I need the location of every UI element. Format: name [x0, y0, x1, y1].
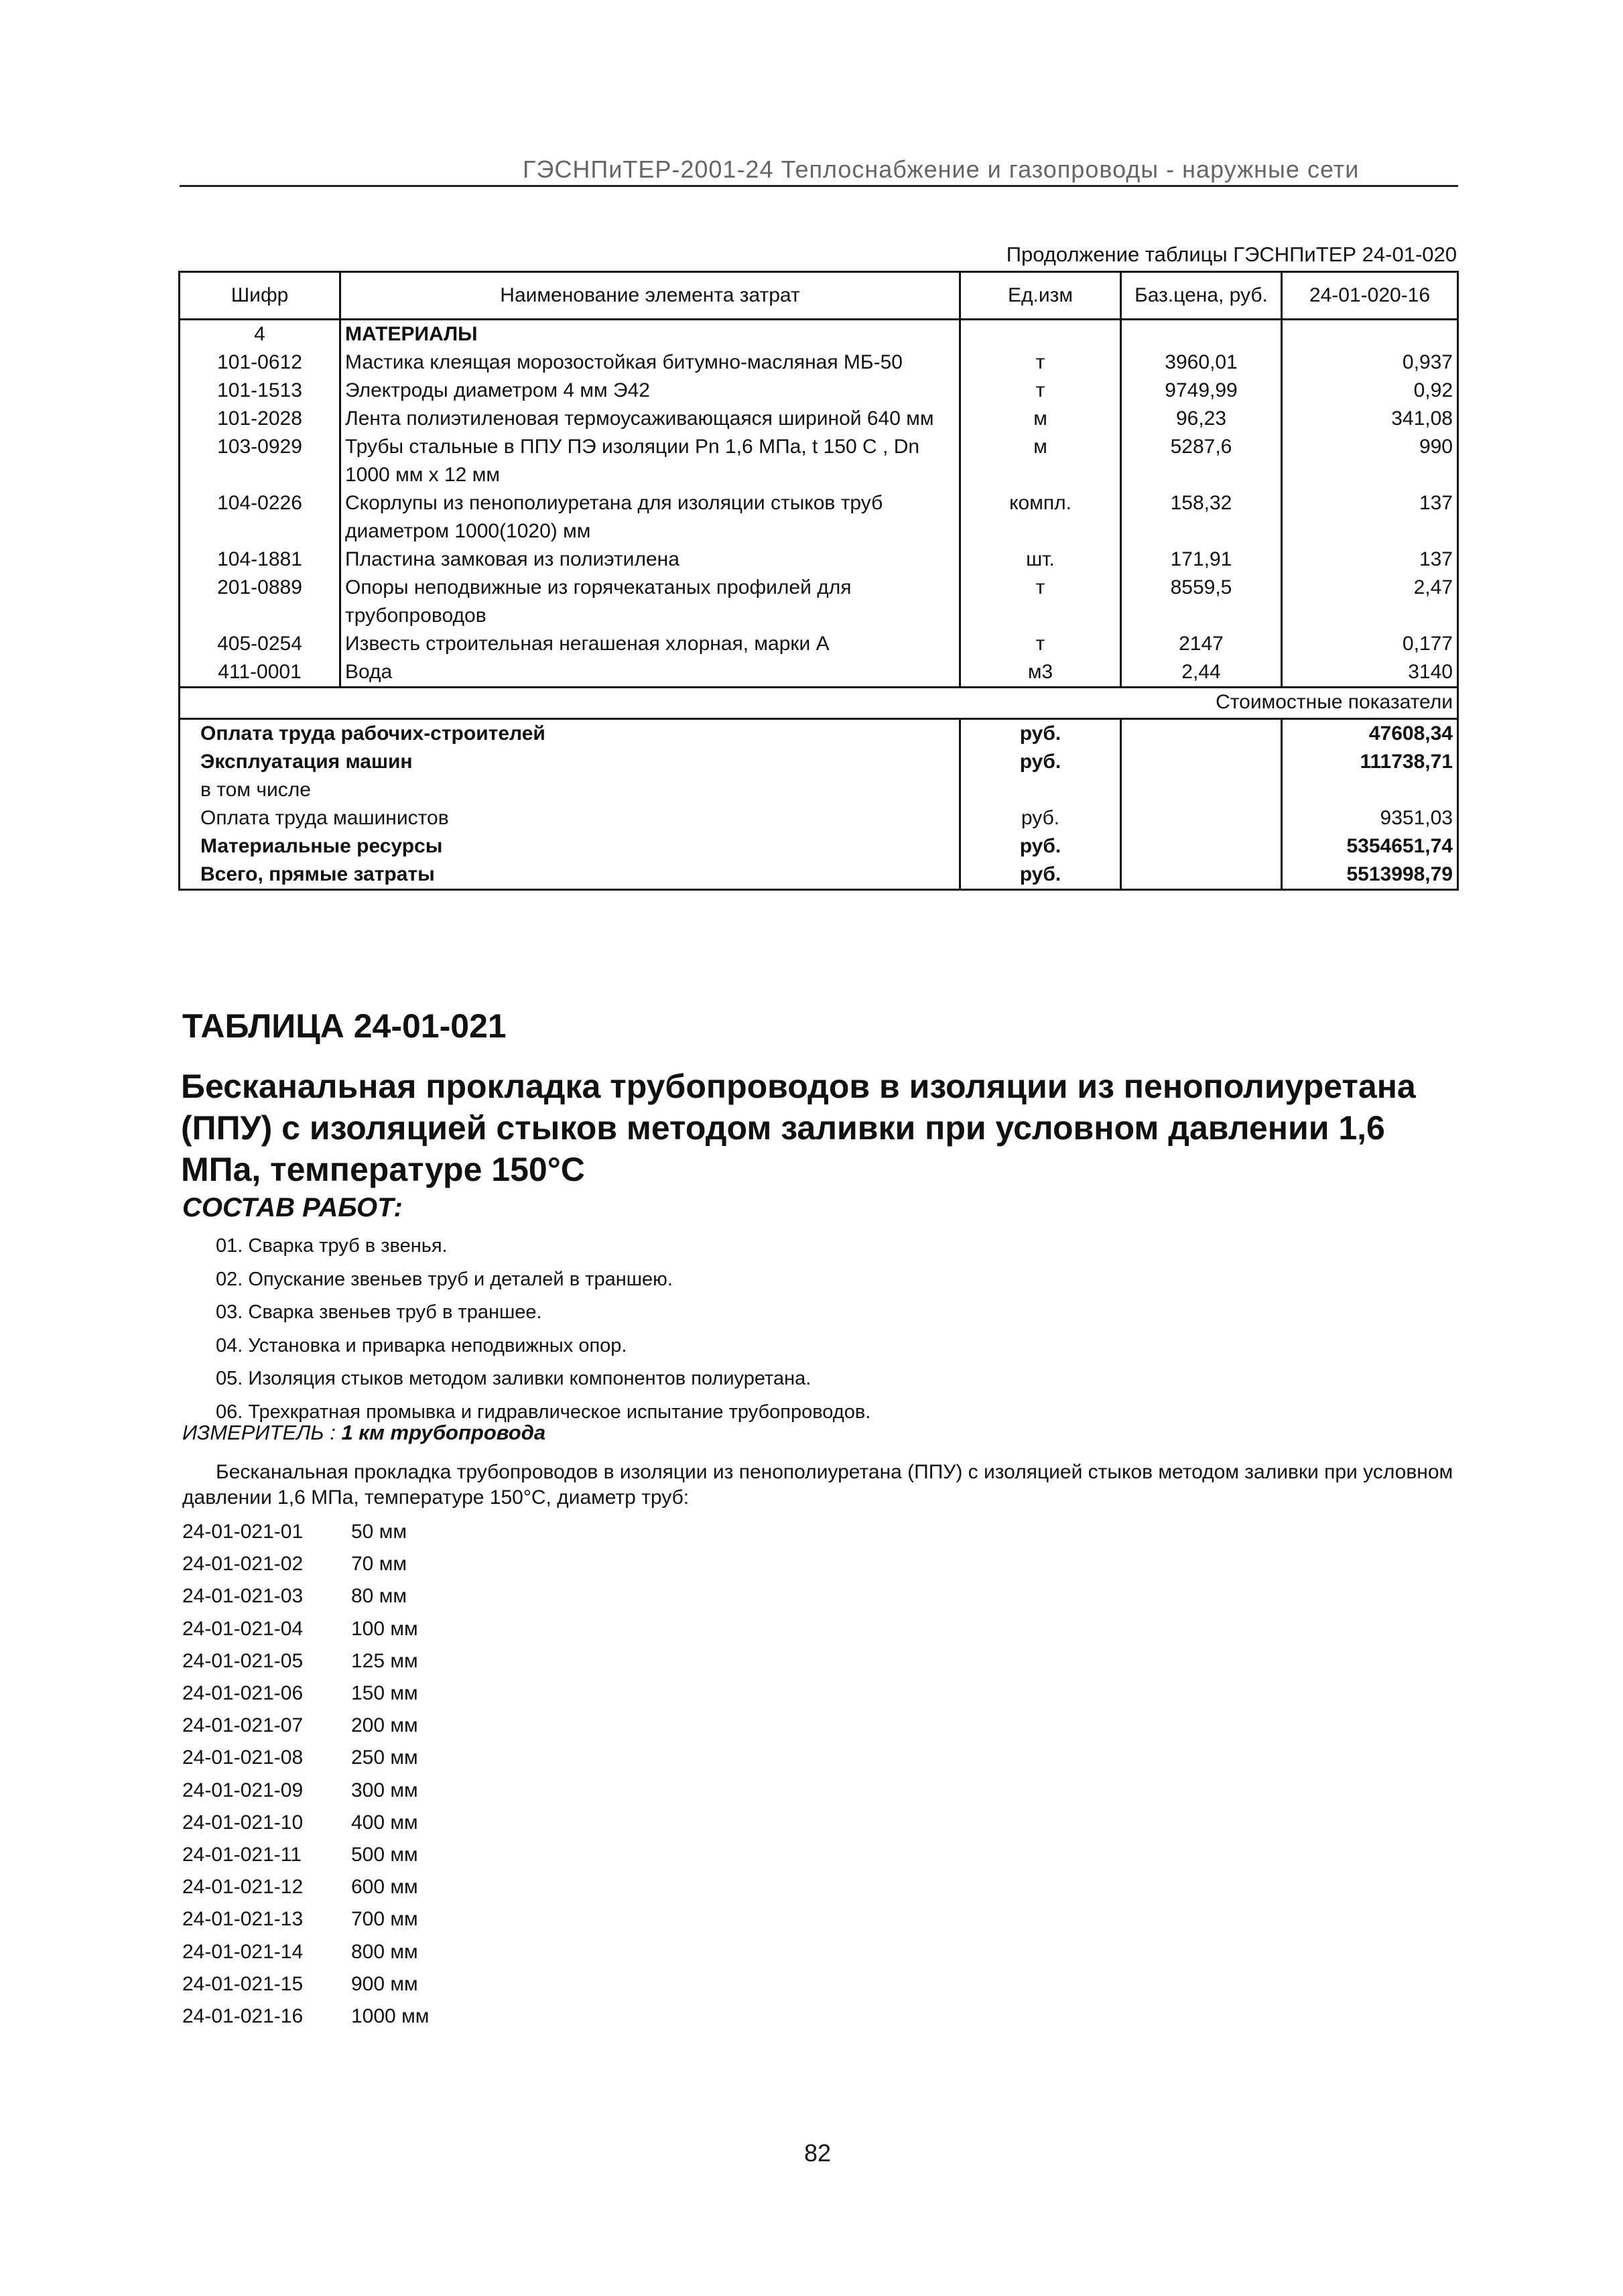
code-diameter: 250 мм: [351, 1746, 418, 1769]
row-value: 3140: [1282, 658, 1458, 688]
table-continuation-caption: Продолжение таблицы ГЭСНПиТЕР 24-01-020: [1006, 243, 1457, 266]
cost-name: Материальные ресурсы: [180, 832, 960, 860]
empty-cell: [1121, 719, 1282, 749]
row-name: Вода: [340, 658, 960, 688]
row-value: 137: [1282, 546, 1458, 574]
work-item: 03. Сварка звеньев труб в траншее.: [216, 1301, 542, 1323]
code-diameter: 80 мм: [351, 1585, 407, 1608]
empty-cell: [960, 320, 1121, 349]
section-name: МАТЕРИАЛЫ: [340, 320, 960, 349]
cost-row: [180, 804, 1458, 832]
code-diameter: 700 мм: [351, 1908, 418, 1931]
code-number: 24-01-021-12: [182, 1876, 304, 1899]
table-row: [180, 348, 1458, 377]
code-number: 24-01-021-15: [182, 1972, 304, 1995]
code-item: [182, 1516, 429, 1548]
code-item: [182, 1742, 429, 1774]
code-diameter: 1000 мм: [351, 2005, 430, 2028]
row-name: Скорлупы из пенополиуретана для изоляции стыков труб диаметром 1000(1020) мм: [340, 489, 960, 546]
empty-cell: [1121, 748, 1282, 776]
measure-line: [182, 1421, 545, 1445]
cost-row: [180, 719, 1458, 749]
table-row: [180, 405, 1458, 433]
table-subtitle: Бесканальная прокладка трубопроводов в изоляции из пенополиуретана (ППУ) с изоляцией стыков методом заливки при условном давлении 1,6 МПа, температуре 150°С: [181, 1068, 1416, 1188]
cost-name: Оплата труда рабочих-строителей: [180, 719, 960, 749]
works-heading: СОСТАВ РАБОТ:: [182, 1193, 403, 1222]
cost-row: [180, 748, 1458, 776]
cost-name: в том числе: [180, 776, 960, 804]
row-price: 2147: [1121, 630, 1282, 658]
col-header-name: Наименование элемента затрат: [340, 272, 960, 320]
row-unit: шт.: [960, 546, 1121, 574]
code-item: [182, 1710, 429, 1742]
row-name: Пластина замковая из полиэтилена: [340, 546, 960, 574]
code-number: 24-01-021-02: [182, 1553, 304, 1576]
row-name: Лента полиэтиленовая термоусаживающаяся шириной 640 мм: [340, 405, 960, 433]
row-value: 137: [1282, 489, 1458, 546]
row-name: Известь строительная негашеная хлорная, марки А: [340, 630, 960, 658]
cost-value: 111738,71: [1282, 748, 1458, 776]
code-item: [182, 1871, 429, 1903]
row-code: 104-1881: [180, 546, 340, 574]
row-value: 0,177: [1282, 630, 1458, 658]
cost-name: Всего, прямые затраты: [180, 860, 960, 890]
cost-name: Оплата труда машинистов: [180, 804, 960, 832]
row-unit: компл.: [960, 489, 1121, 546]
section-row: [180, 320, 1458, 349]
row-code: 104-0226: [180, 489, 340, 546]
empty-cell: [1121, 776, 1282, 804]
row-value: 2,47: [1282, 574, 1458, 630]
row-value: 0,937: [1282, 348, 1458, 377]
code-number: 24-01-021-14: [182, 1940, 304, 1963]
code-item: [182, 2000, 429, 2033]
row-price: 96,23: [1121, 405, 1282, 433]
row-name: Трубы стальные в ППУ ПЭ изоляции Pn 1,6 МПа, t 150 C , Dn 1000 мм х 12 мм: [340, 433, 960, 489]
measure-label: ИЗМЕРИТЕЛЬ :: [182, 1421, 342, 1444]
codes-list: [182, 1516, 429, 2033]
running-header: ГЭСНПиТЕР-2001-24 Теплоснабжение и газопроводы - наружные сети: [523, 155, 1360, 183]
measure-value: 1 км трубопровода: [341, 1421, 546, 1444]
code-diameter: 125 мм: [351, 1649, 418, 1672]
code-diameter: 400 мм: [351, 1811, 418, 1834]
code-item: [182, 1645, 429, 1677]
code-item: [182, 1968, 429, 2000]
cost-value: 5513998,79: [1282, 860, 1458, 890]
cost-value: 47608,34: [1282, 719, 1458, 749]
row-unit: т: [960, 348, 1121, 377]
row-price: 9749,99: [1121, 377, 1282, 405]
code-number: 24-01-021-05: [182, 1649, 304, 1672]
row-price: 171,91: [1121, 546, 1282, 574]
header-rule: [180, 185, 1458, 187]
cost-unit: [960, 776, 1121, 804]
section-code: 4: [180, 320, 340, 349]
code-item: [182, 1807, 429, 1839]
row-name: Электроды диаметром 4 мм Э42: [340, 377, 960, 405]
row-value: 0,92: [1282, 377, 1458, 405]
code-diameter: 800 мм: [351, 1940, 418, 1963]
code-number: 24-01-021-03: [182, 1585, 304, 1608]
code-diameter: 150 мм: [351, 1682, 418, 1705]
code-diameter: 300 мм: [351, 1779, 418, 1801]
code-diameter: 600 мм: [351, 1876, 418, 1899]
row-value: 990: [1282, 433, 1458, 489]
code-diameter: 200 мм: [351, 1714, 418, 1737]
code-item: [182, 1775, 429, 1807]
row-price: 158,32: [1121, 489, 1282, 546]
row-code: 411-0001: [180, 658, 340, 688]
table-row: [180, 574, 1458, 630]
code-number: 24-01-021-16: [182, 2005, 304, 2028]
page-number: 82: [804, 2139, 832, 2167]
code-diameter: 70 мм: [351, 1553, 407, 1576]
table-row: [180, 433, 1458, 489]
row-unit: м3: [960, 658, 1121, 688]
cost-row: [180, 832, 1458, 860]
table-header-row: [180, 272, 1458, 320]
cost-name: Эксплуатация машин: [180, 748, 960, 776]
cost-value: 9351,03: [1282, 804, 1458, 832]
row-name: Мастика клеящая морозостойкая битумно-масляная МБ-50: [340, 348, 960, 377]
code-diameter: 500 мм: [351, 1844, 418, 1866]
code-number: 24-01-021-07: [182, 1714, 304, 1737]
row-price: 3960,01: [1121, 348, 1282, 377]
code-item: [182, 1548, 429, 1580]
cost-unit: руб.: [960, 804, 1121, 832]
code-number: 24-01-021-11: [182, 1844, 302, 1866]
row-unit: т: [960, 377, 1121, 405]
table-body: [180, 320, 1458, 890]
empty-cell: [1121, 320, 1282, 349]
cost-row: [180, 776, 1458, 804]
code-diameter: 900 мм: [351, 1972, 418, 1995]
code-number: 24-01-021-06: [182, 1682, 304, 1705]
work-item: 01. Сварка труб в звенья.: [216, 1235, 448, 1257]
table-row: [180, 630, 1458, 658]
description-paragraph: Бесканальная прокладка трубопроводов в изоляции из пенополиуретана (ППУ) с изоляцией стыков методом заливки при условном давлении 1,6 МПа, температуре 150°С, диаметр труб:: [182, 1461, 1453, 1509]
row-price: 5287,6: [1121, 433, 1282, 489]
table-row: [180, 658, 1458, 688]
code-number: 24-01-021-13: [182, 1908, 304, 1931]
cost-unit: руб.: [960, 860, 1121, 890]
row-value: 341,08: [1282, 405, 1458, 433]
cost-header-row: [180, 688, 1458, 719]
cost-row: [180, 860, 1458, 890]
row-unit: т: [960, 630, 1121, 658]
empty-cell: [1121, 832, 1282, 860]
row-name: Опоры неподвижные из горячекатаных профилей для трубопроводов: [340, 574, 960, 630]
cost-unit: руб.: [960, 719, 1121, 749]
code-number: 24-01-021-08: [182, 1746, 304, 1769]
code-item: [182, 1677, 429, 1710]
row-price: 2,44: [1121, 658, 1282, 688]
cost-unit: руб.: [960, 832, 1121, 860]
work-item: 05. Изоляция стыков методом заливки компонентов полиуретана.: [216, 1368, 812, 1389]
code-item: [182, 1936, 429, 1968]
code-number: 24-01-021-04: [182, 1617, 304, 1640]
code-diameter: 50 мм: [351, 1521, 407, 1543]
row-code: 101-1513: [180, 377, 340, 405]
col-header-price: Баз.цена, руб.: [1121, 272, 1282, 320]
col-header-value: 24-01-020-16: [1282, 272, 1458, 320]
table-row: [180, 377, 1458, 405]
col-header-unit: Ед.изм: [960, 272, 1121, 320]
empty-cell: [1282, 320, 1458, 349]
row-code: 101-2028: [180, 405, 340, 433]
cost-value: [1282, 776, 1458, 804]
works-list: [216, 1230, 870, 1429]
row-code: 405-0254: [180, 630, 340, 658]
cost-value: 5354651,74: [1282, 832, 1458, 860]
cost-unit: руб.: [960, 748, 1121, 776]
work-item: 04. Установка и приварка неподвижных опор.: [216, 1334, 627, 1356]
empty-cell: [1121, 804, 1282, 832]
code-number: 24-01-021-09: [182, 1779, 304, 1801]
work-item: 02. Опускание звеньев труб и деталей в траншею.: [216, 1268, 673, 1290]
row-code: 103-0929: [180, 433, 340, 489]
row-unit: т: [960, 574, 1121, 630]
empty-cell: [1121, 860, 1282, 890]
table-row: [180, 489, 1458, 546]
col-header-code: Шифр: [180, 272, 340, 320]
row-unit: м: [960, 433, 1121, 489]
code-diameter: 100 мм: [351, 1617, 418, 1640]
cost-header: Стоимостные показатели: [180, 688, 1458, 719]
code-item: [182, 1580, 429, 1612]
row-code: 101-0612: [180, 348, 340, 377]
code-number: 24-01-021-01: [182, 1521, 304, 1543]
work-item: 06. Трехкратная промывка и гидравлическое испытание трубопроводов.: [216, 1401, 871, 1423]
table-title: ТАБЛИЦА 24-01-021: [182, 1007, 507, 1045]
code-item: [182, 1613, 429, 1645]
row-price: 8559,5: [1121, 574, 1282, 630]
row-code: 201-0889: [180, 574, 340, 630]
row-unit: м: [960, 405, 1121, 433]
code-item: [182, 1839, 429, 1871]
resource-table: [178, 271, 1459, 891]
table-row: [180, 546, 1458, 574]
code-number: 24-01-021-10: [182, 1811, 304, 1834]
code-item: [182, 1903, 429, 1935]
